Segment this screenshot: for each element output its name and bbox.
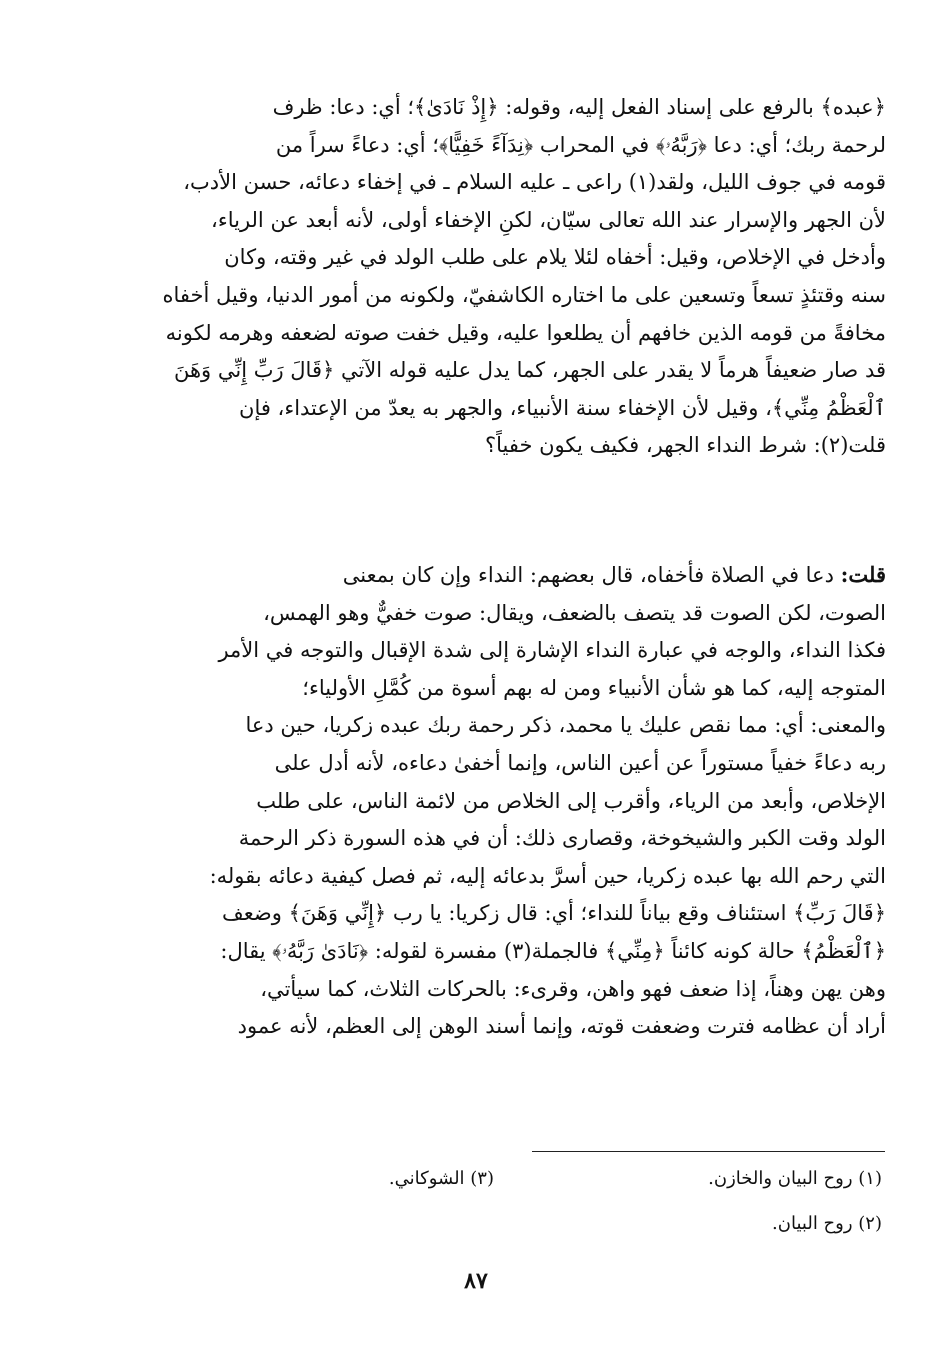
text-line: وهن يهن وهناً، إذا ضعف فهو واهن، وقرىء: بالحركات الثلاث، كما سيأتي،: [260, 976, 886, 1001]
text-line: فكذا النداء، والوجه في عبارة النداء الإشارة إلى شدة الإقبال والتوجه في الأمر: [218, 638, 886, 663]
text-line: ٱلْعَظْمُ مِنِّي﴾، وقيل لأن الإخفاء سنة الأنبياء، والجهر به يعدّ من الإعتداء، فإن: [239, 395, 886, 420]
paragraph-lead: قلت:: [840, 562, 886, 587]
text-line: ﴿ٱلْعَظْمُ﴾ حالة كونه كائناً ﴿مِنِّي﴾ فالجملة(٣) مفسرة لقوله: ﴿نَادَىٰ رَبَّهُۥ﴾ يقال:: [220, 938, 886, 963]
text-line: الصوت، لكن الصوت قد يتصف بالضعف، ويقال: صوت خفيٌّ وهو الهمس،: [263, 600, 886, 625]
text-line: وأدخل في الإخلاص، وقيل: أخفاه لئلا يلام على طلب الولد في غير وقته، وكان: [224, 245, 886, 270]
text-line: المتوجه إليه، كما هو شأن الأنبياء ومن له بهم أسوة من كُمَّلِ الأولياء؛: [302, 675, 886, 700]
text-line: لأن الجهر والإسرار عند الله تعالى سيّان، لكنِ الإخفاء أولى، لأنه أبعد عن الرياء،: [211, 207, 886, 232]
text-line: لرحمة ربك؛ أي: دعا ﴿رَبَّهُۥ﴾ في المحراب ﴿نِدَآءً خَفِيًّا﴾؛ أي: دعاءً سراً من: [275, 132, 886, 157]
text-line: ﴿عبده﴾ بالرفع على إسناد الفعل إليه، وقوله: ﴿إِذْ نَادَىٰ﴾؛ أي: دعا: ظرف: [272, 95, 886, 119]
footnote-3: (٣) الشوكاني.: [388, 1168, 494, 1189]
text-line-rest: دعا في الصلاة فأخفاه، قال بعضهم: النداء وإن كان بمعنى: [342, 563, 834, 587]
text-line: قد صار ضعيفاً هرماً لا يقدر على الجهر، كما يدل عليه قوله الآتي ﴿قَالَ رَبِّ إِنِّي وَهَنَ: [173, 358, 886, 383]
footnote-2: (٢) روح البيان.: [772, 1213, 882, 1234]
text-line: الإخلاص، وأبعد من الرياء، وأقرب إلى الخلاص من لائمة الناس، على طلب: [256, 788, 886, 813]
text-line: التي رحم الله بها عبده زكريا، حين أسرَّ بدعائه إليه، ثم فصل كيفية دعائه بقوله:: [209, 863, 886, 888]
footnote-separator: [532, 1151, 885, 1152]
text-line-first: [86, 556, 886, 595]
text-line: مخافةً من قومه الذين خافهم أن يطلعوا عليه، وقيل خفت صوته لضعفه وهرمه لكونه: [165, 320, 886, 345]
text-line: سنه وقتئذٍ تسعاً وتسعين على ما اختاره الكاشفيّ، ولكونه من أمور الدنيا، وقيل أخفاه: [162, 282, 886, 307]
page-number: ٨٧: [464, 1268, 488, 1294]
paragraph-1: [86, 89, 886, 465]
text-line: ﴿قَالَ رَبِّ﴾ استئناف وقع بياناً للنداء؛ أي: قال زكريا: يا رب ﴿إِنِّي وَهَنَ﴾ وضعف: [222, 901, 886, 926]
footnote-1: (١) روح البيان والخازن.: [708, 1168, 882, 1189]
text-line: قلت(٢): شرط النداء الجهر، فكيف يكون خفياً؟: [484, 433, 886, 458]
text-line: قومه في جوف الليل، ولقد(١) راعى ـ عليه السلام ـ في إخفاء دعائه، حسن الأدب،: [183, 170, 886, 195]
text-line: أراد أن عظامه فترت وضعفت قوته، وإنما أسند الوهن إلى العظم، لأنه عمود: [237, 1014, 886, 1039]
paragraph-2: [86, 556, 886, 1046]
text-line: والمعنى: أي: مما نقص عليك يا محمد، ذكر رحمة ربك عبده زكريا، حين دعا: [245, 713, 886, 738]
text-line: ربه دعاءً خفياً مستوراً عن أعين الناس، وإنما أخفىٰ دعاءه، لأنه أدل على: [274, 750, 886, 775]
text-line: الولد وقت الكبر والشيخوخة، وقصارى ذلك: أن في هذه السورة ذكر الرحمة: [238, 826, 886, 851]
